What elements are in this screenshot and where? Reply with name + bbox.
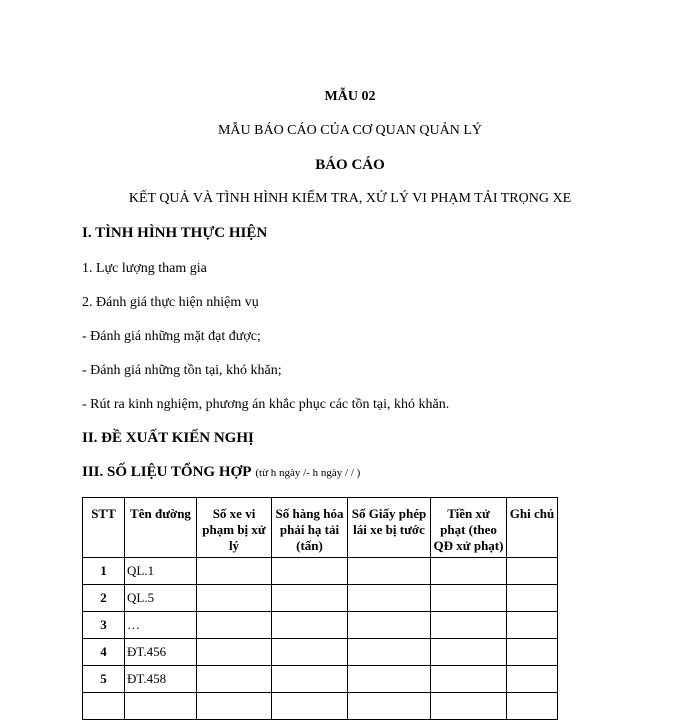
table-row — [83, 666, 558, 693]
section-1-item: 2. Đánh giá thực hiện nhiệm vụ — [82, 295, 259, 310]
row-cell — [348, 639, 431, 666]
row-cell — [431, 558, 507, 585]
row-cell — [348, 558, 431, 585]
column-header-stt: STT — [83, 498, 125, 558]
row-stt: 1 — [83, 558, 125, 585]
form-subtitle: MẪU BÁO CÁO CỦA CƠ QUAN QUẢN LÝ — [217, 123, 483, 138]
row-road: ĐT.456 — [125, 639, 197, 666]
row-cell — [507, 585, 558, 612]
row-cell — [507, 693, 558, 720]
section-1-item: - Đánh giá những mặt đạt được; — [82, 329, 261, 344]
row-stt — [83, 693, 125, 720]
row-cell — [507, 639, 558, 666]
section-2-heading: II. ĐỀ XUẤT KIẾN NGHỊ — [82, 430, 254, 446]
section-1-item: 1. Lực lượng tham gia — [82, 261, 207, 276]
row-stt: 4 — [83, 639, 125, 666]
column-header-fines: Tiền xử phạt (theo QĐ xử phạt) — [431, 498, 507, 558]
row-cell — [197, 693, 272, 720]
row-cell — [507, 612, 558, 639]
column-header-offload: Số hàng hóa phải hạ tải (tấn) — [272, 498, 348, 558]
section-1-heading: I. TÌNH HÌNH THỰC HIỆN — [82, 225, 268, 241]
row-cell — [431, 666, 507, 693]
section-1-item: - Rút ra kinh nghiệm, phương án khắc phục các tồn tại, khó khăn. — [82, 397, 450, 412]
section-1-item: - Đánh giá những tồn tại, khó khăn; — [82, 363, 282, 378]
table-row — [83, 639, 558, 666]
row-cell — [197, 558, 272, 585]
row-cell — [272, 612, 348, 639]
table-row — [83, 612, 558, 639]
row-cell — [272, 693, 348, 720]
row-cell — [348, 612, 431, 639]
form-code: MẪU 02 — [324, 89, 376, 104]
column-header-road: Tên đường — [125, 498, 197, 558]
section-3-title: III. SỐ LIỆU TỔNG HỢP — [82, 464, 252, 480]
row-stt: 5 — [83, 666, 125, 693]
row-cell — [348, 666, 431, 693]
table-row — [83, 585, 558, 612]
row-cell — [431, 612, 507, 639]
column-header-violations: Số xe vi phạm bị xử lý — [197, 498, 272, 558]
summary-table — [82, 497, 558, 720]
row-cell — [272, 585, 348, 612]
table-header-row — [83, 498, 558, 558]
report-title: BÁO CÁO — [315, 157, 385, 173]
table-row — [83, 558, 558, 585]
row-cell — [431, 639, 507, 666]
column-header-notes: Ghi chú — [507, 498, 558, 558]
row-cell — [272, 666, 348, 693]
row-road: QL.1 — [125, 558, 197, 585]
column-header-licenses: Số Giấy phép lái xe bị tước — [348, 498, 431, 558]
table-row — [83, 693, 558, 720]
row-road: ĐT.458 — [125, 666, 197, 693]
row-cell — [272, 558, 348, 585]
row-stt: 3 — [83, 612, 125, 639]
row-cell — [197, 639, 272, 666]
row-road: … — [125, 612, 197, 639]
row-cell — [197, 666, 272, 693]
report-name: KẾT QUẢ VÀ TÌNH HÌNH KIỂM TRA, XỬ LÝ VI PHẠM TẢI TRỌNG XE — [128, 191, 572, 206]
date-range: (từ h ngày /- h ngày / / ) — [255, 467, 361, 479]
row-cell — [272, 639, 348, 666]
row-cell — [348, 585, 431, 612]
row-cell — [197, 585, 272, 612]
row-cell — [197, 612, 272, 639]
row-cell — [431, 585, 507, 612]
row-cell — [507, 666, 558, 693]
section-3-heading — [82, 464, 360, 481]
row-cell — [431, 693, 507, 720]
row-road: QL.5 — [125, 585, 197, 612]
row-cell — [507, 558, 558, 585]
row-road — [125, 693, 197, 720]
row-cell — [348, 693, 431, 720]
row-stt: 2 — [83, 585, 125, 612]
